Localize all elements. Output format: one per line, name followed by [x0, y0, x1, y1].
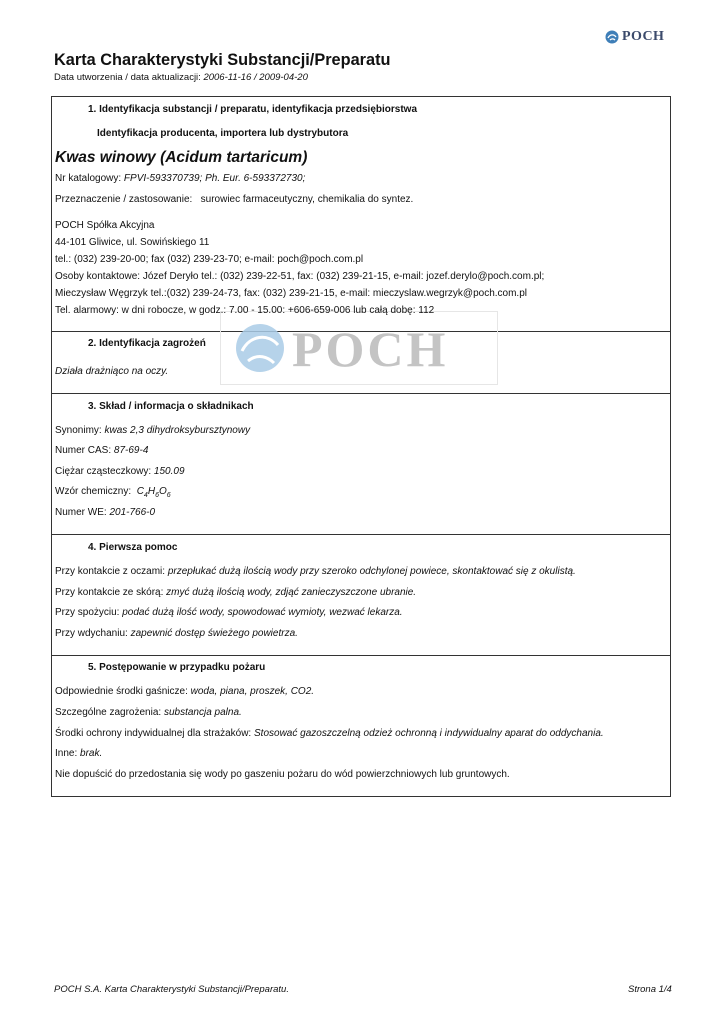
- ingestion-label: Przy spożyciu:: [55, 607, 120, 618]
- formula-label: Wzór chemiczny:: [55, 486, 132, 497]
- synonyms-value: kwas 2,3 dihydroksybursztynowy: [104, 425, 251, 436]
- catalog-value: FPVI-593370739; Ph. Eur. 6-593372730;: [123, 173, 306, 184]
- page-number: Strona 1/4: [628, 984, 672, 995]
- section5-title: 5. Postępowanie w przypadku pożaru: [88, 662, 266, 673]
- company-phone: tel.: (032) 239-20-00; fax (032) 239-23-70; e-mail: poch@poch.com.pl: [55, 254, 364, 265]
- skin-label: Przy kontakcie ze skórą:: [55, 587, 164, 598]
- inhalation-label: Przy wdychaniu:: [55, 628, 128, 639]
- company-name: POCH Spółka Akcyjna: [55, 220, 155, 231]
- first-aid-skin: [55, 587, 416, 598]
- footer-doc-title: POCH S.A. Karta Charakterystyki Substancji/Preparatu.: [54, 984, 289, 995]
- synonyms-label: Synonimy:: [55, 425, 102, 436]
- use-line: [55, 194, 413, 205]
- section1-subtitle: Identyfikacja producenta, importera lub dystrybutora: [97, 128, 349, 139]
- mass-value: 150.09: [153, 466, 185, 477]
- section4-title: 4. Pierwsza pomoc: [88, 542, 178, 553]
- date-label: Data utworzenia / data aktualizacji:: [54, 72, 201, 83]
- extinguish-line: [55, 686, 314, 697]
- cas-label: Numer CAS:: [55, 445, 112, 456]
- section1-title: 1. Identyfikacja substancji / preparatu, identyfikacja przedsiębiorstwa: [88, 104, 417, 115]
- ppe-line: [55, 728, 604, 739]
- skin-value: zmyć dużą ilością wody, zdjąć zanieczyszczone ubranie.: [166, 587, 417, 598]
- catalog-label: Nr katalogowy:: [55, 173, 122, 184]
- section3-title: 3. Skład / informacja o składnikach: [88, 401, 254, 412]
- watermark-text: POCH: [292, 321, 449, 377]
- synonyms-line: [55, 425, 250, 436]
- poch-emblem-icon: [605, 30, 619, 44]
- eyes-label: Przy kontakcie z oczami:: [55, 566, 166, 577]
- first-aid-eyes: [55, 566, 576, 577]
- formula-value: $C_4H_6O_6$: [136, 486, 171, 499]
- cas-value: 87-69-4: [113, 445, 149, 456]
- poch-watermark: [220, 311, 498, 385]
- extinguish-label: Odpowiednie środki gaśnicze:: [55, 686, 188, 697]
- product-name: Kwas winowy (Acidum tartaricum): [55, 149, 308, 166]
- other-value: brak.: [80, 748, 103, 759]
- special-line: [55, 707, 242, 718]
- we-label: Numer WE:: [55, 507, 107, 518]
- poch-logo: [605, 28, 673, 46]
- formula-line: [55, 486, 171, 499]
- ppe-value: Stosować gazoszczelną odzież ochronną i indywidualny aparat do oddychania.: [254, 728, 604, 739]
- company-address: 44-101 Gliwice, ul. Sowińskiego 11: [55, 237, 210, 248]
- use-value: surowiec farmaceutyczny, chemikalia do syntez.: [200, 194, 414, 205]
- contact-persons-2: Mieczysław Węgrzyk tel.:(032) 239-24-73, fax: (032) 239-21-15, e-mail: mieczyslaw.wegrzyk@poch.com.pl: [55, 288, 527, 299]
- mass-label: Ciężar cząsteczkowy:: [55, 466, 152, 477]
- first-aid-ingestion: [55, 607, 403, 618]
- hazard-value: Działa drażniąco na oczy.: [55, 366, 169, 377]
- emergency-phone: Tel. alarmowy: w dni robocze, w godz.: 7.00 - 15.00: +606-659-006 lub całą dobę: 112: [55, 305, 435, 316]
- special-value: substancja palna.: [163, 707, 242, 718]
- we-line: [55, 507, 155, 518]
- special-label: Szczególne zagrożenia:: [55, 707, 162, 718]
- contact-persons: Osoby kontaktowe: Józef Deryło tel.: (032) 239-22-51, fax: (032) 239-21-15, e-mail: jozef.derylo@poch.com.pl;: [55, 271, 545, 282]
- inhalation-value: zapewnić dostęp świeżego powietrza.: [130, 628, 298, 639]
- other-label: Inne:: [55, 748, 78, 759]
- catalog-line: [55, 173, 305, 184]
- date-line: [54, 72, 308, 83]
- eyes-value: przepłukać dużą ilością wody przy szeroko odchylonej powiece, skontaktować się z okulistą.: [167, 566, 576, 577]
- date-value: 2006-11-16 / 2009-04-20: [203, 72, 308, 83]
- fire-note: Nie dopuścić do przedostania się wody po gaszeniu pożaru do wód powierzchniowych lub gruntowych.: [55, 769, 510, 780]
- poch-logo-text: POCH: [622, 29, 665, 44]
- extinguish-value: woda, piana, proszek, CO2.: [190, 686, 315, 697]
- use-label: Przeznaczenie / zastosowanie:: [55, 194, 193, 205]
- we-value: 201-766-0: [109, 507, 156, 518]
- hazard-text: [55, 366, 168, 377]
- page-title: Karta Charakterystyki Substancji/Preparatu: [54, 50, 391, 69]
- cas-line: [55, 445, 148, 456]
- mass-line: [55, 466, 185, 477]
- section2-title: 2. Identyfikacja zagrożeń: [88, 338, 206, 349]
- first-aid-inhalation: [55, 628, 298, 639]
- ingestion-value: podać dużą ilość wody, spowodować wymioty, wezwać lekarza.: [122, 607, 403, 618]
- ppe-label: Środki ochrony indywidualnej dla strażaków:: [55, 728, 252, 739]
- other-line: [55, 748, 102, 759]
